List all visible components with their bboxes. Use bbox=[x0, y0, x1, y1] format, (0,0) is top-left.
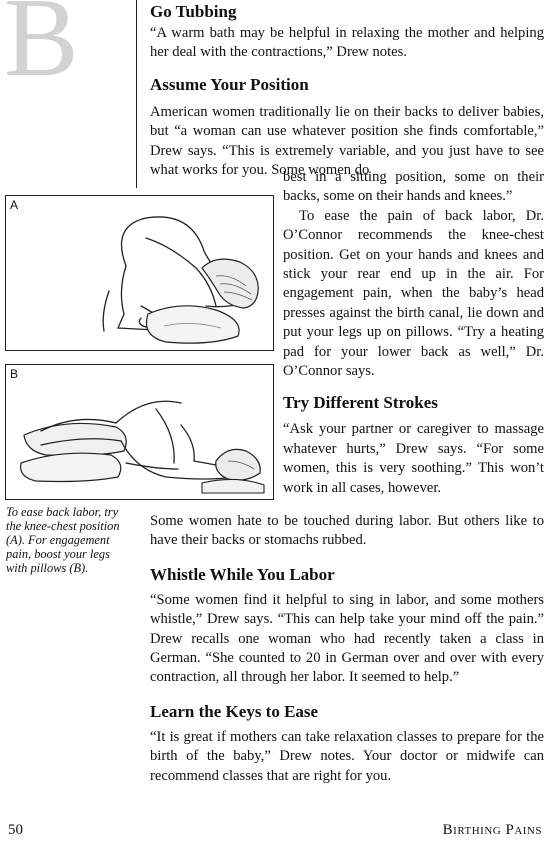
paragraph-try-strokes-full: Some women hate to be touched during labor. But others like to have their backs or stomachs rubbed. bbox=[150, 513, 544, 549]
paragraph-whistle: “Some women find it helpful to sing in labor, and some mothers whistle,” Drew says. “This can help take your mind off the pain.” Drew recalls one woman who had recently taken a class in German. “She counted to 20 in German over and over with every contraction, all through her labor. It seemed to help.” bbox=[150, 591, 544, 686]
page-number: 50 bbox=[8, 822, 23, 838]
legs-on-pillows-illustration bbox=[6, 365, 273, 499]
knee-chest-illustration bbox=[6, 196, 273, 350]
wrapped-column bbox=[283, 168, 544, 498]
paragraph-go-tubbing: “A warm bath may be helpful in relaxing the mother and helping her deal with the contractions,” Drew notes. bbox=[150, 25, 544, 61]
main-column-bottom bbox=[150, 512, 544, 786]
heading-try-strokes: Try Different Strokes bbox=[283, 393, 438, 413]
figure-b-legs-on-pillows bbox=[5, 364, 274, 500]
running-head: Birthing Pains bbox=[442, 822, 542, 838]
figure-a-label: A bbox=[10, 198, 19, 212]
column-rule bbox=[136, 0, 137, 188]
paragraph-learn-keys: “It is great if mothers can take relaxation classes to prepare for the birth of the baby,” Drew notes. Your doctor or midwife can recommend classes that are right for you. bbox=[150, 728, 544, 784]
paragraph-back-labor: To ease the pain of back labor, Dr. O’Connor recommends the knee-chest position. Get on your hands and knees and stick your rear end up in the air. For engagement pain, when the baby’s head presses against the birth canal, lie down and put your legs up on pillows. “Try a heating pad for your lower back as well,” Dr. O’Connor says. bbox=[283, 207, 544, 380]
paragraph-assume-position-top: American women traditionally lie on their backs to deliver babies, but “a woman can use whatever position she finds comfortable,” Drew says. “This is extremely variable, and you just have to see what works for you. Some women do bbox=[150, 103, 544, 179]
figure-b-label: B bbox=[10, 367, 19, 381]
figure-a-knee-chest bbox=[5, 195, 274, 351]
paragraph-try-strokes-wrap: “Ask your partner or caregiver to massage whatever hurts,” Drew says. “For some women, this is very soothing.” This won’t work in all cases, however. bbox=[283, 421, 544, 496]
figure-caption: To ease back labor, try the knee-chest position (A). For engagement pain, boost your legs with pillows (B). bbox=[6, 505, 120, 575]
heading-learn-keys: Learn the Keys to Ease bbox=[150, 701, 319, 721]
heading-go-tubbing: Go Tubbing bbox=[150, 2, 237, 21]
paragraph-assume-position-wrap: best in a sitting position, some on their backs, some on their hands and knees.” bbox=[283, 169, 544, 205]
heading-whistle: Whistle While You Labor bbox=[150, 564, 335, 584]
drop-cap-letter: B bbox=[4, 0, 79, 100]
main-column-top bbox=[150, 0, 544, 180]
heading-assume-position: Assume Your Position bbox=[150, 74, 309, 94]
